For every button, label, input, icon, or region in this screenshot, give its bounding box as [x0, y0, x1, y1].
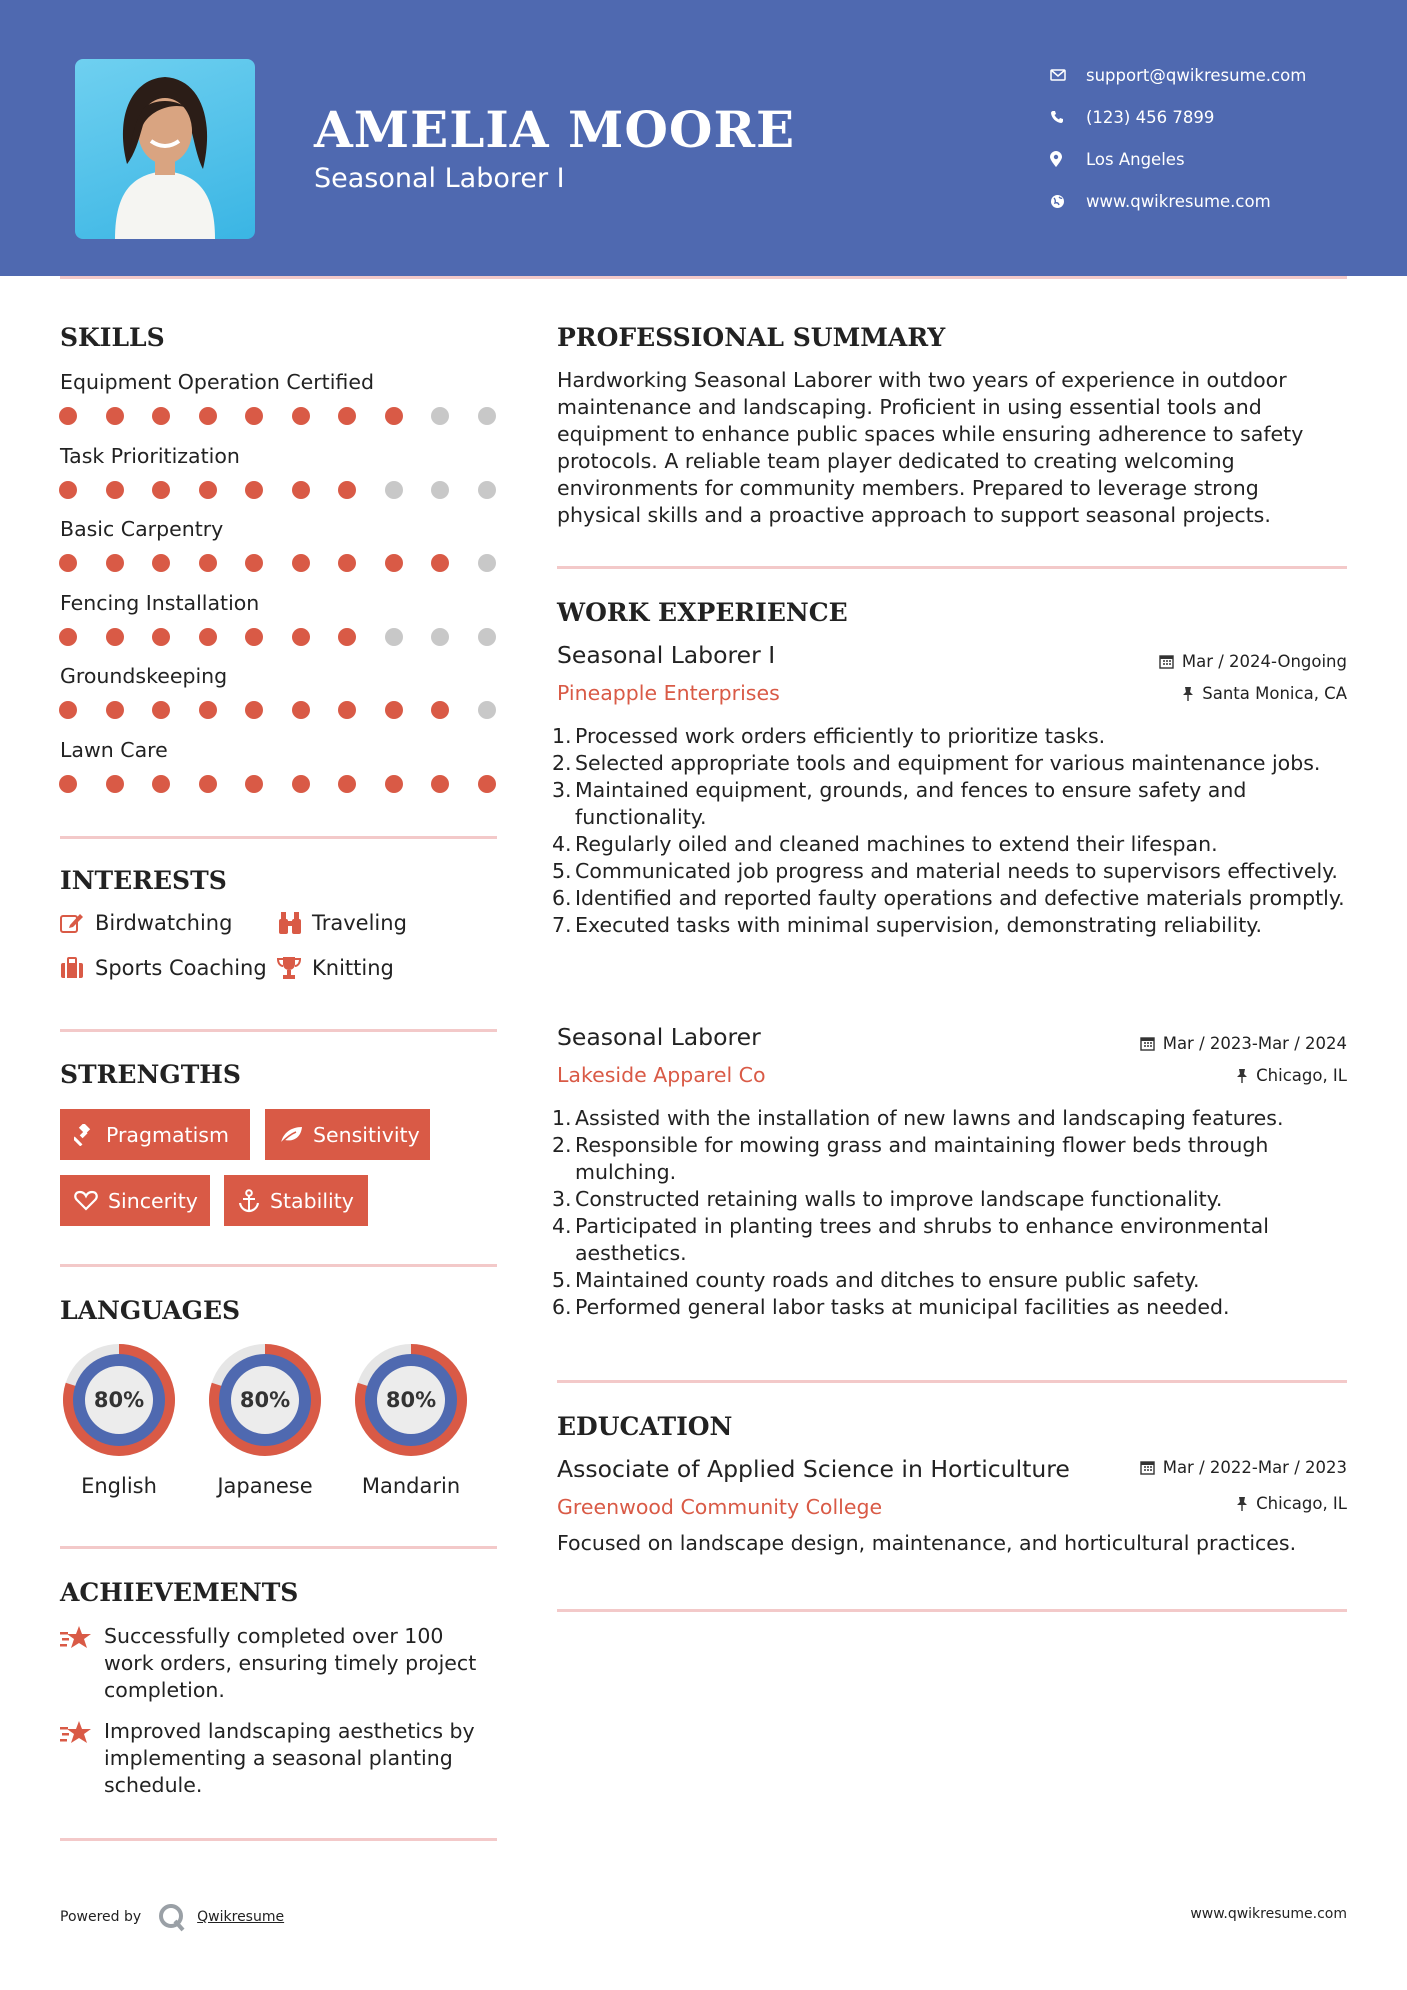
interest-item [277, 956, 394, 980]
rating-dot-filled [338, 554, 356, 572]
rating-dot-empty [385, 628, 403, 646]
rating-dot-filled [245, 775, 263, 793]
interest-label: Sports Coaching [95, 956, 267, 980]
job-location [1182, 684, 1347, 703]
education-location-text: Chicago, IL [1256, 1494, 1347, 1513]
candidate-title: Seasonal Laborer I [314, 163, 565, 194]
summary-title: PROFESSIONAL SUMMARY [557, 323, 946, 352]
footer-website[interactable]: www.qwikresume.com [1190, 1906, 1347, 1922]
interest-item [60, 956, 267, 980]
skill-name: Groundskeeping [60, 664, 228, 688]
contact-email[interactable] [1050, 54, 1306, 96]
duty-item: 2. Responsible for mowing grass and maintaining flower beds through mulching. [552, 1133, 1269, 1184]
qwikresume-link[interactable]: Qwikresume [197, 1909, 285, 1925]
rating-dot-filled [385, 554, 403, 572]
interest-item [60, 911, 232, 935]
language-name: English [81, 1474, 157, 1498]
education-title: EDUCATION [557, 1412, 733, 1441]
rating-dot-filled [106, 701, 124, 719]
duty-item: 1. Assisted with the installation of new lawns and landscaping features. [552, 1106, 1284, 1130]
skill-name: Task Prioritization [60, 443, 240, 468]
language-name: Mandarin [361, 1474, 461, 1498]
rating-dot-empty [478, 481, 496, 499]
envelope-icon [1050, 69, 1086, 81]
star-icon [60, 1718, 104, 1799]
interests-title: INTERESTS [60, 866, 227, 895]
rating-dot-filled [199, 775, 217, 793]
rating-dot-filled [385, 407, 403, 425]
rating-dot-filled [152, 554, 170, 572]
job-location [1236, 1066, 1347, 1085]
interest-label: Traveling [312, 911, 407, 935]
rating-dot-empty [478, 701, 496, 719]
rating-dot-filled [431, 554, 449, 572]
duty-item: 6. Performed general labor tasks at municipal facilities as needed. [552, 1295, 1230, 1319]
rating-dot-filled [106, 481, 124, 499]
rating-dot-filled [292, 775, 310, 793]
contact-phone[interactable] [1050, 96, 1306, 138]
achievement-text: Successfully completed over 100 work orders, ensuring timely project completion. [104, 1624, 477, 1702]
strength-tag [265, 1109, 430, 1160]
rating-dot-filled [385, 775, 403, 793]
job-dates [1159, 652, 1347, 671]
rating-dot-filled [478, 775, 496, 793]
achievement-item [60, 1718, 497, 1799]
duty-item: 2. Selected appropriate tools and equipment for various maintenance jobs. [552, 751, 1321, 775]
job-dates-text: Mar / 2023-Mar / 2024 [1162, 1034, 1347, 1053]
rating-dot-filled [245, 628, 263, 646]
rating-dot-filled [152, 775, 170, 793]
rating-dot-empty [478, 554, 496, 572]
strength-label: Sensitivity [313, 1122, 420, 1147]
rating-dot-filled [292, 628, 310, 646]
duty-item: 4. Participated in planting trees and shrubs to enhance environmental aesthetics. [552, 1214, 1269, 1265]
pencil-square-icon [60, 912, 95, 934]
leaf-icon [279, 1125, 303, 1145]
education-dates [1140, 1458, 1347, 1477]
rating-dot-empty [431, 407, 449, 425]
job-duties [552, 1105, 1347, 1321]
strength-label: Stability [270, 1188, 354, 1213]
rating-dot-empty [431, 628, 449, 646]
skill-rating [59, 628, 524, 646]
heart-icon [74, 1190, 98, 1211]
portrait-photo-icon [75, 59, 255, 239]
job-company: Pineapple Enterprises [557, 681, 780, 705]
rating-dot-filled [338, 407, 356, 425]
rating-dot-empty [385, 481, 403, 499]
skill-rating [59, 701, 524, 719]
rating-dot-filled [152, 628, 170, 646]
rating-dot-empty [431, 481, 449, 499]
languages-divider [60, 1546, 497, 1549]
contact-phone-text: (123) 456 7899 [1086, 107, 1215, 127]
job-dates-text: Mar / 2024-Ongoing [1181, 652, 1347, 671]
language-chart [57, 1338, 181, 1466]
interests-divider [60, 1029, 497, 1032]
qwikresume-logo-icon [157, 1902, 187, 1932]
strengths-divider [60, 1264, 497, 1267]
rating-dot-filled [59, 554, 77, 572]
globe-icon [1050, 194, 1086, 209]
calendar-icon [1140, 1036, 1155, 1051]
rating-dot-filled [152, 701, 170, 719]
rating-dot-filled [385, 701, 403, 719]
star-icon [60, 1623, 104, 1704]
rating-dot-filled [292, 407, 310, 425]
education-dates-text: Mar / 2022-Mar / 2023 [1162, 1458, 1347, 1477]
language-percent-label: 80% [93, 1388, 145, 1412]
summary-divider [557, 566, 1347, 569]
contact-list [1050, 54, 1306, 222]
rating-dot-filled [199, 701, 217, 719]
rating-dot-filled [199, 407, 217, 425]
language-chart [349, 1338, 473, 1466]
duty-item: 3. Maintained equipment, grounds, and fences to ensure safety and functionality. [552, 778, 1247, 829]
achievements-divider [60, 1838, 497, 1841]
rating-dot-filled [59, 407, 77, 425]
achievements-title: ACHIEVEMENTS [60, 1578, 299, 1607]
language-percent-label: 80% [385, 1388, 437, 1412]
skill-name: Equipment Operation Certified [60, 370, 374, 394]
language-percent-label: 80% [239, 1388, 291, 1412]
calendar-icon [1140, 1460, 1155, 1475]
rating-dot-filled [152, 407, 170, 425]
rating-dot-filled [245, 481, 263, 499]
header-divider [60, 276, 1347, 279]
rating-dot-filled [338, 481, 356, 499]
rating-dot-filled [338, 775, 356, 793]
strengths-title: STRENGTHS [60, 1060, 241, 1089]
experience-title: WORK EXPERIENCE [557, 598, 848, 627]
language-name: Japanese [217, 1474, 313, 1498]
rating-dot-filled [431, 701, 449, 719]
binoculars-icon [277, 911, 312, 935]
rating-dot-filled [59, 775, 77, 793]
job-role: Seasonal Laborer [557, 1023, 761, 1051]
skill-rating [59, 407, 524, 425]
phone-icon [1050, 110, 1086, 124]
rating-dot-filled [245, 554, 263, 572]
rating-dot-filled [106, 775, 124, 793]
skill-name: Fencing Installation [60, 590, 260, 615]
pushpin-icon [1236, 1496, 1248, 1511]
rating-dot-filled [59, 701, 77, 719]
rating-dot-filled [338, 628, 356, 646]
education-divider [557, 1609, 1347, 1612]
rating-dot-filled [106, 628, 124, 646]
map-pin-icon [1050, 151, 1086, 167]
contact-location [1050, 138, 1306, 180]
footer-powered-by [60, 1902, 284, 1932]
rating-dot-empty [478, 407, 496, 425]
profile-photo [75, 59, 255, 239]
strength-tag [224, 1175, 368, 1226]
summary-text: Hardworking Seasonal Laborer with two years of experience in outdoor maintenance and landscaping. Proficient in using essential tools and equipment to enhance public spaces while ensuring adherence to safety protocols. A reliable team player dedicated to creating welcoming environments for community members. Prepared to leverage strong physical skills and a proactive approach to support seasonal projects. [557, 368, 1304, 527]
candidate-name: AMELIA MOORE [314, 100, 796, 159]
strength-tag [60, 1175, 210, 1226]
job-duties [552, 723, 1347, 939]
rating-dot-filled [292, 554, 310, 572]
rating-dot-filled [152, 481, 170, 499]
trophy-icon [277, 956, 312, 980]
rating-dot-filled [106, 554, 124, 572]
gavel-icon [74, 1124, 96, 1146]
contact-location-text: Los Angeles [1086, 149, 1185, 169]
skill-rating [59, 775, 524, 793]
anchor-icon [238, 1189, 260, 1213]
experience-divider [557, 1380, 1347, 1383]
skill-name: Basic Carpentry [60, 517, 224, 541]
job-location-text: Santa Monica, CA [1202, 684, 1347, 703]
education-degree: Associate of Applied Science in Horticulture [557, 1455, 1070, 1483]
calendar-icon [1159, 654, 1174, 669]
education-location [1236, 1494, 1347, 1513]
job-role: Seasonal Laborer I [557, 641, 776, 669]
language-chart [203, 1338, 327, 1466]
duty-item: 3. Constructed retaining walls to improve landscape functionality. [552, 1187, 1223, 1211]
strength-label: Pragmatism [106, 1122, 229, 1147]
rating-dot-filled [245, 407, 263, 425]
rating-dot-filled [59, 628, 77, 646]
rating-dot-filled [338, 701, 356, 719]
powered-by-text: Powered by [60, 1909, 142, 1925]
skill-rating [59, 554, 524, 572]
job-company: Lakeside Apparel Co [557, 1063, 766, 1087]
rating-dot-filled [431, 775, 449, 793]
rating-dot-filled [199, 481, 217, 499]
rating-dot-filled [292, 701, 310, 719]
pushpin-icon [1236, 1068, 1248, 1083]
skills-divider [60, 836, 497, 839]
rating-dot-filled [106, 407, 124, 425]
job-dates [1140, 1034, 1347, 1053]
pushpin-icon [1182, 686, 1194, 701]
rating-dot-filled [59, 481, 77, 499]
skills-title: SKILLS [60, 323, 165, 352]
duty-item: 1. Processed work orders efficiently to prioritize tasks. [552, 724, 1106, 748]
contact-email-text: support@qwikresume.com [1086, 65, 1307, 85]
duty-item: 6. Identified and reported faulty operations and defective materials promptly. [552, 886, 1345, 910]
education-description: Focused on landscape design, maintenance, and horticultural practices. [557, 1531, 1297, 1555]
interest-item [277, 911, 407, 935]
duty-item: 5. Maintained county roads and ditches to ensure public safety. [552, 1268, 1200, 1292]
rating-dot-filled [292, 481, 310, 499]
education-school: Greenwood Community College [557, 1495, 883, 1519]
strength-label: Sincerity [108, 1188, 198, 1213]
briefcase-icon [60, 957, 95, 979]
duty-item: 4. Regularly oiled and cleaned machines to extend their lifespan. [552, 832, 1218, 856]
duty-item: 5. Communicated job progress and material needs to supervisors effectively. [552, 859, 1338, 883]
languages-title: LANGUAGES [60, 1296, 241, 1325]
strength-tag [60, 1109, 250, 1160]
job-location-text: Chicago, IL [1256, 1066, 1347, 1085]
interest-label: Knitting [312, 956, 394, 980]
contact-website-text: www.qwikresume.com [1086, 191, 1271, 211]
rating-dot-filled [199, 554, 217, 572]
achievement-text: Improved landscaping aesthetics by implementing a seasonal planting schedule. [104, 1719, 475, 1797]
duty-item: 7. Executed tasks with minimal supervision, demonstrating reliability. [552, 913, 1262, 937]
skill-rating [59, 481, 524, 499]
contact-website[interactable] [1050, 180, 1306, 222]
rating-dot-filled [245, 701, 263, 719]
interest-label: Birdwatching [95, 911, 233, 935]
rating-dot-empty [478, 628, 496, 646]
rating-dot-filled [199, 628, 217, 646]
resume-header [0, 0, 1407, 276]
achievement-item [60, 1623, 497, 1704]
skill-name: Lawn Care [60, 737, 168, 762]
